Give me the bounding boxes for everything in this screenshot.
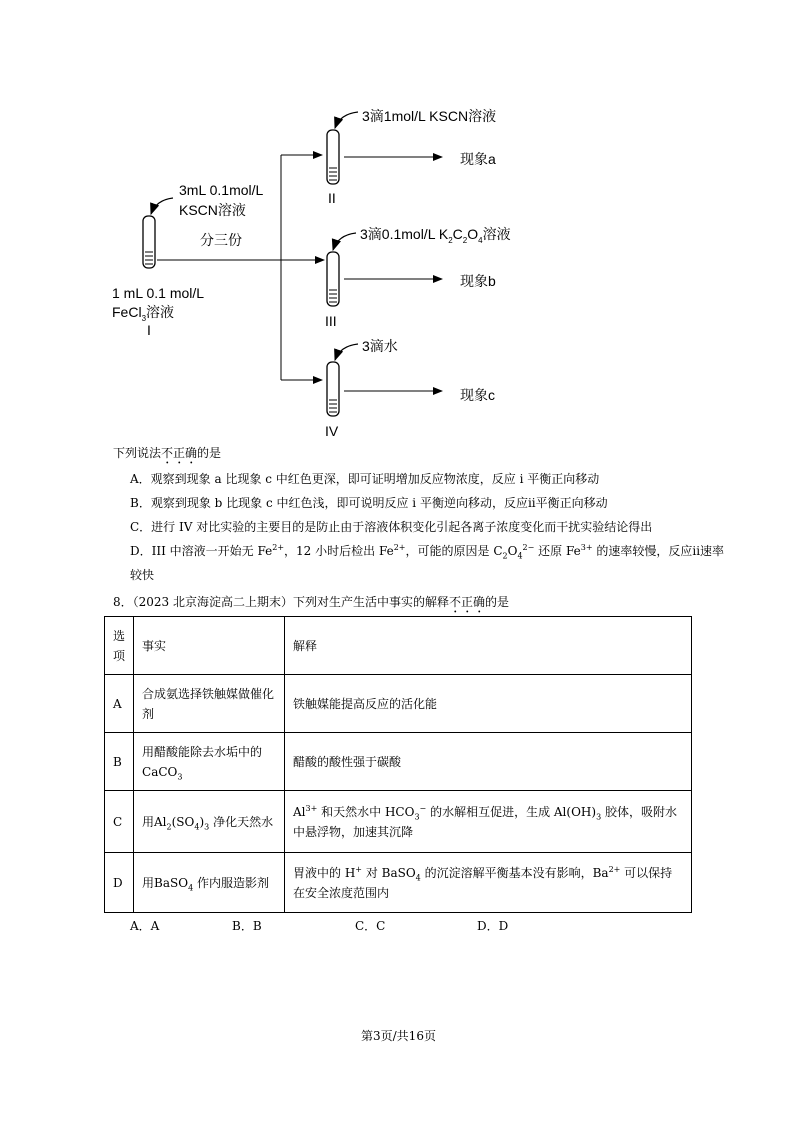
header-fact: 事实 (134, 617, 285, 675)
phenomenon-b: 现象b (460, 273, 496, 289)
tube-II-label: II (328, 190, 336, 206)
tube-I-label: I (147, 322, 151, 338)
test-tube-II (327, 130, 339, 184)
row-C-option: C (105, 791, 134, 853)
q8-choice-B: B．B (232, 919, 262, 933)
row-D-fact: 用BaSO$_4$ 作内服造影剂 (134, 853, 285, 913)
row-B-option: B (105, 733, 134, 791)
row-A-option: A (105, 675, 134, 733)
row-A-explanation: 铁触媒能提高反应的活化能 (285, 675, 692, 733)
table-row (105, 853, 692, 913)
header-option: 选项 (105, 617, 134, 675)
row-B-explanation: 醋酸的酸性强于碳酸 (285, 733, 692, 791)
test-tube-III (327, 252, 339, 306)
q7-option-D: D．III 中溶液一开始无 $Fe^{2+}$，12 小时后检出 $Fe^{2+}$，可能的原因是 $C_2O_4^{2-}$ 还原 $Fe^{3+}$ 的速率较慢，反应ii速率 (130, 543, 725, 561)
tube-I-reagent-line2: KSCN溶液 (179, 202, 246, 218)
tube-III-label: III (325, 313, 337, 329)
facts-table (104, 616, 692, 913)
q7-option-D-cont: 较快 (130, 568, 155, 582)
phenomenon-a: 现象a (460, 151, 496, 167)
tube-IV-reagent: 3滴水 (362, 338, 398, 354)
table-header-row (105, 617, 692, 675)
header-explanation: 解释 (285, 617, 692, 675)
tube-I-content-line2: FeCl$_3$溶液 (112, 304, 175, 323)
tube-I-reagent-line1: 3mL 0.1mol/L (179, 182, 264, 198)
q7-option-A: A．观察到现象 a 比现象 c 中红色更深，即可证明增加反应物浓度，反应 i 平衡正向移动 (130, 472, 600, 486)
dropper-arrow-II (335, 112, 358, 128)
page-footer: 第3页/共16页 (361, 1029, 436, 1043)
dropper-arrow-IV (335, 344, 358, 360)
q8-choice-D: D．D (477, 919, 509, 933)
table-row (105, 733, 692, 791)
q7-option-C: C．进行 IV 对比实验的主要目的是防止由于溶液体积变化引起各离子浓度变化而干扰实验结论得出 (130, 520, 653, 534)
phenomenon-c: 现象c (460, 387, 495, 403)
table-row (105, 675, 692, 733)
question8-stem: 8．（2023 北京海淀高二上期末）下列对生产生活中事实的解释不正确的是 (113, 595, 510, 609)
row-C-fact: 用$Al_2(SO_4)_3$ 净化天然水 (134, 791, 285, 853)
test-tube-IV (327, 362, 339, 416)
dropper-arrow-I (151, 198, 173, 214)
tube-I-content-line1: 1 mL 0.1 mol/L (112, 285, 205, 301)
tube-IV-label: IV (325, 423, 339, 439)
row-D-explanation: 胃液中的 H+ 对 BaSO$_4$ 的沉淀溶解平衡基本没有影响，$Ba^{2+}$ 可以保持在安全浓度范围内 (285, 853, 692, 913)
split-label: 分三份 (200, 232, 242, 248)
experiment-diagram (0, 0, 794, 440)
tube-III-reagent: 3滴0.1mol/L $K_2C_2O_4$溶液 (360, 226, 511, 245)
q8-choice-C: C．C (355, 919, 386, 933)
table-row (105, 791, 692, 853)
test-tube-I (143, 216, 155, 268)
question7-prompt: 下列说法不正确的是 (113, 446, 222, 460)
dropper-arrow-III (333, 233, 356, 250)
row-B-fact: 用醋酸能除去水垢中的 CaCO$_3$ (134, 733, 285, 791)
row-C-explanation: $Al^{3+}$ 和天然水中 $HCO_3^-$ 的水解相互促进，生成 $Al(OH)_3$ 胶体，吸附水中悬浮物，加速其沉降 (285, 791, 692, 853)
row-D-option: D (105, 853, 134, 913)
q8-choice-A: A．A (130, 919, 160, 933)
q7-option-B: B．观察到现象 b 比现象 c 中红色浅，即可说明反应 i 平衡逆向移动，反应ii平衡正向移动 (130, 496, 608, 510)
row-A-fact: 合成氨选择铁触媒做催化剂 (134, 675, 285, 733)
tube-II-reagent: 3滴1mol/L KSCN溶液 (362, 108, 497, 124)
